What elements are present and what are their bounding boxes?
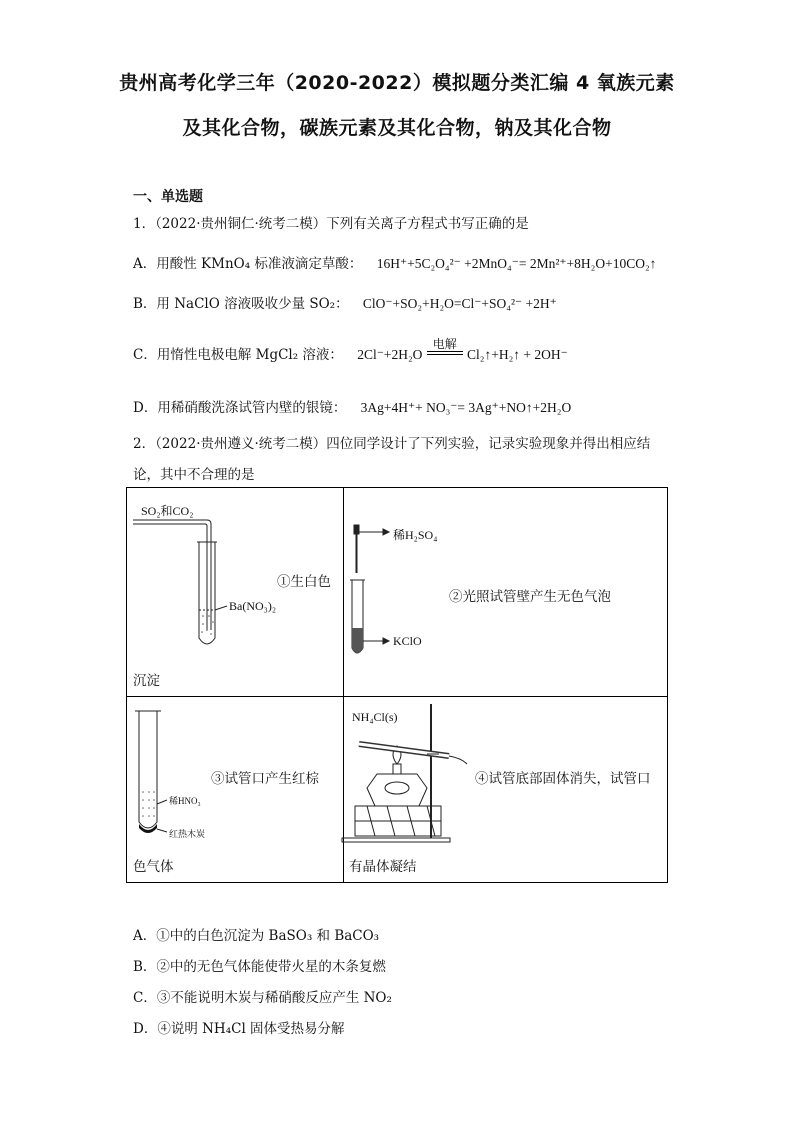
doc-title-line2: 及其化合物，碳族元素及其化合物，钠及其化合物 xyxy=(182,117,612,139)
q1-option-b-equation: ClO⁻+SO₂+H₂O=Cl⁻+SO₄²⁻ +2H⁺ xyxy=(362,296,557,311)
q2-option-a: A．①中的白色沉淀为 BaSO₃ 和 BaCO₃ xyxy=(133,928,380,944)
cell2-observation: ②光照试管壁产生无色气泡 xyxy=(449,589,611,605)
cell4-reagent: NH₄Cl(s) xyxy=(352,710,398,724)
section-heading: 一、单选题 xyxy=(133,189,203,205)
cell3-reagent: 稀HNO₃ xyxy=(169,796,201,806)
cell1-gas-label: SO₂和CO₂ xyxy=(141,504,194,518)
q2-option-d: D．④说明 NH₄Cl 固体受热易分解 xyxy=(133,1021,345,1037)
q1-option-c xyxy=(133,336,568,363)
q1-option-a-equation: 16H⁺+5C₂O₄²⁻ +2MnO₄⁻= 2Mn²⁺+8H₂O+10CO₂↑ xyxy=(376,256,657,271)
q1-option-d-label: D．用稀硝酸洗涤试管内壁的银镜： xyxy=(133,400,347,416)
q2-stem-line2: 论，其中不合理的是 xyxy=(133,467,255,483)
q1-option-c-equation-left: 2Cl⁻+2H₂O xyxy=(357,347,423,362)
cell1-observation: ①生白色 xyxy=(277,574,331,590)
q1-option-a xyxy=(133,252,656,272)
cell3-observation: ③试管口产生红棕 xyxy=(211,771,319,787)
cell2-reagent-top: 稀H₂SO₄ xyxy=(393,528,438,542)
q2-option-c: C．③不能说明木炭与稀硝酸反应产生 NO₂ xyxy=(133,990,392,1006)
experiment-grid xyxy=(126,487,668,883)
cell1-observation-cont: 沉淀 xyxy=(133,673,160,689)
cell3-solid: 红热木炭 xyxy=(169,829,206,839)
q1-option-c-label: C．用惰性电极电解 MgCl₂ 溶液： xyxy=(133,347,343,363)
cell3-observation-cont: 色气体 xyxy=(133,859,174,875)
apparatus-drawings xyxy=(127,488,667,882)
cell1-reagent-label: Ba(NO₃)₂ xyxy=(229,599,277,613)
cell4-observation-cont: 有晶体凝结 xyxy=(349,859,417,875)
q2-stem-line1: 2．（2022·贵州遵义·统考二模）四位同学设计了下列实验，记录实验现象并得出相应结 xyxy=(133,436,651,452)
cell3-liquid-dots xyxy=(142,791,155,817)
cell3-apparatus xyxy=(135,711,167,832)
cell2-reagent-bottom: KClO xyxy=(393,634,422,648)
electrolysis-condition: 电解 xyxy=(432,336,457,351)
q1-option-b-label: B．用 NaClO 溶液吸收少量 SO₂： xyxy=(133,296,349,312)
q1-option-c-equation-right: Cl₂↑+H₂↑ + 2OH⁻ xyxy=(467,347,568,362)
q1-option-a-label: A．用酸性 KMnO₄ 标准液滴定草酸： xyxy=(133,256,363,272)
cell4-observation: ④试管底部固体消失，试管口 xyxy=(475,771,651,787)
q1-option-d xyxy=(133,396,571,416)
cell1-apparatus xyxy=(133,520,227,644)
q1-stem: 1．（2022·贵州铜仁·统考二模）下列有关离子方程式书写正确的是 xyxy=(133,216,529,232)
doc-title-line1: 贵州高考化学三年（2020-2022）模拟题分类汇编 4 氧族元素 xyxy=(119,72,675,94)
q1-option-d-equation: 3Ag+4H⁺+ NO₃⁻= 3Ag⁺+NO↑+2H₂O xyxy=(360,400,572,415)
cell2-liquid xyxy=(352,628,363,653)
q1-option-b xyxy=(133,292,557,312)
electrolysis-arrow xyxy=(427,336,463,363)
q2-option-b: B．②中的无色气体能使带火星的木条复燃 xyxy=(133,959,386,975)
